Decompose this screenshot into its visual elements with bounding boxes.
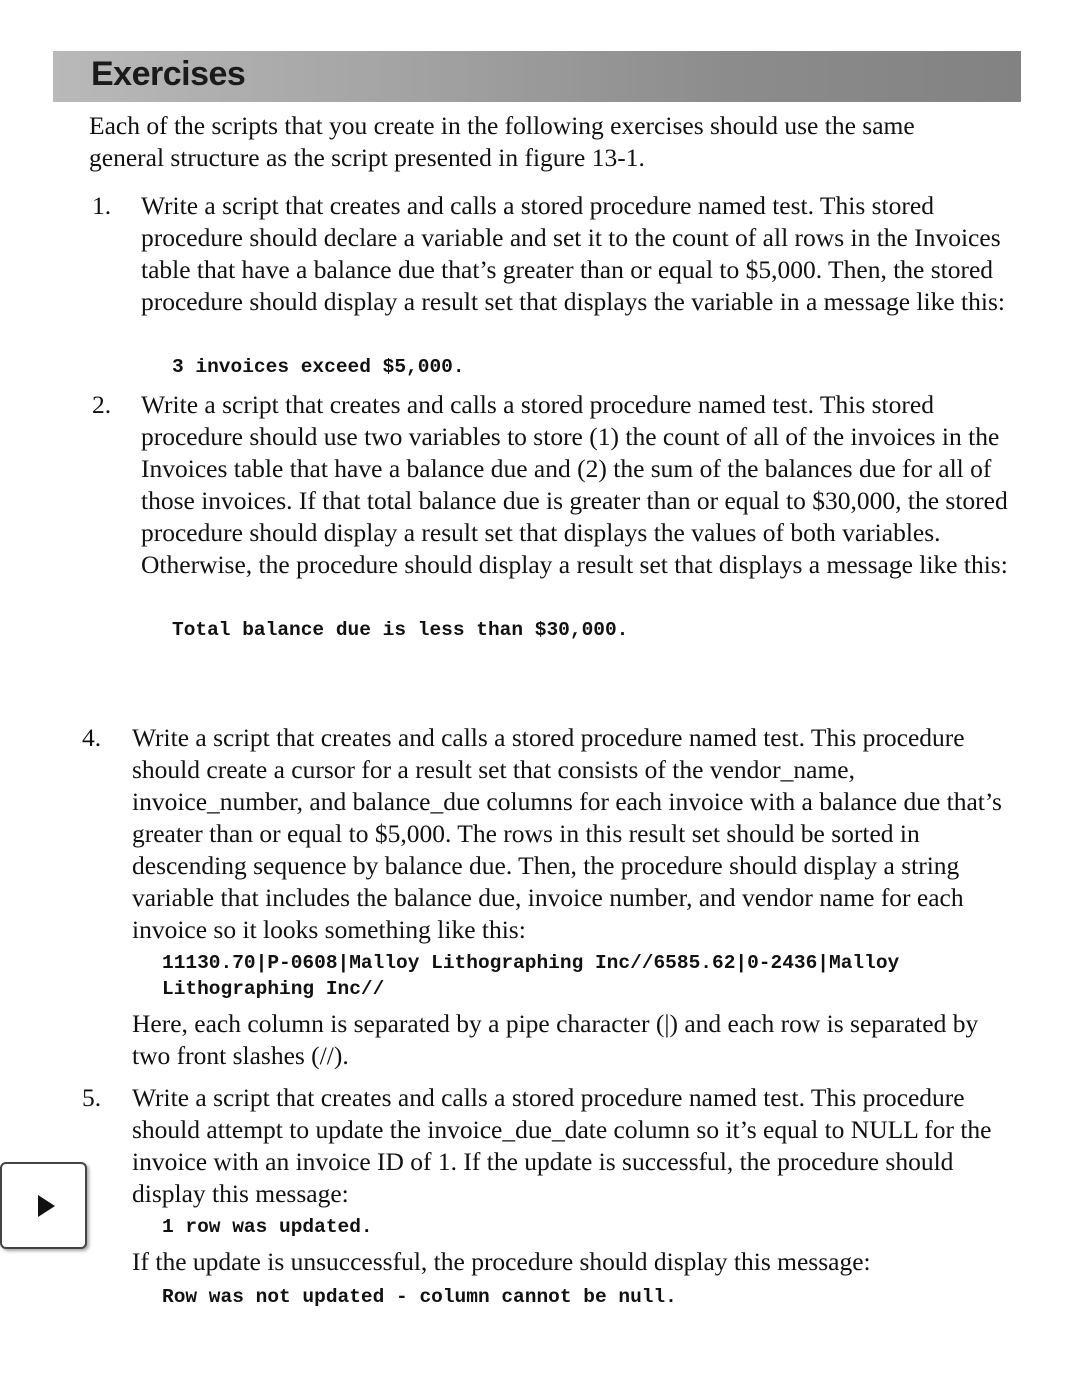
section-title: Exercises: [91, 55, 246, 93]
play-icon: [38, 1195, 55, 1217]
exercise-number: 2.: [92, 390, 112, 419]
play-button[interactable]: [0, 1162, 87, 1249]
code-sample: 3 invoices exceed $5,000.: [172, 356, 465, 378]
exercise-text: Write a script that creates and calls a stored procedure named test. This stored procedure should declare a variable and set it to the count of all rows in the Invoices table that have a balance due that’s greater than or equal to $5,000. Then, the stored procedure should display a result set that displays the variable in a message like this:: [141, 191, 1005, 316]
exercise-note: If the update is unsuccessful, the procedure should display this message:: [132, 1247, 871, 1276]
exercise-note: Here, each column is separated by a pipe character (|) and each row is separated by two front slashes (//).: [132, 1009, 979, 1070]
exercise-text: Write a script that creates and calls a stored procedure named test. This procedure should attempt to update the invoice_due_date column so it’s equal to NULL for the invoice with an invoice ID of 1. If the update is successful, the procedure should display this message:: [132, 1083, 992, 1208]
code-sample: 1 row was updated.: [162, 1216, 373, 1238]
exercise-number: 5.: [82, 1083, 102, 1112]
exercise-text: Write a script that creates and calls a stored procedure named test. This procedure should create a cursor for a result set that consists of the vendor_name, invoice_number, and balance_due columns for each invoice with a balance due that’s greater than or equal to $5,000. The rows in this result set should be sorted in descending sequence by balance due. Then, the procedure should display a string variable that includes the balance due, invoice number, and vendor name for each invoice so it looks something like this:: [132, 723, 1002, 944]
intro-paragraph: Each of the scripts that you create in the following exercises should use the same general structure as the script presented in figure 13-1.: [89, 111, 915, 172]
exercise-number: 1.: [92, 191, 112, 220]
code-sample: 11130.70|P-0608|Malloy Lithographing Inc//6585.62|0-2436|Malloy Lithographing Inc//: [162, 952, 900, 1000]
section-header-bar: [53, 51, 1021, 102]
exercise-text: Write a script that creates and calls a stored procedure named test. This stored procedure should use two variables to store (1) the count of all of the invoices in the Invoices table that have a balance due and (2) the sum of the balances due for all of those invoices. If that total balance due is greater than or equal to $30,000, the stored procedure should display a result set that displays the values of both variables. Otherwise, the procedure should display a result set that displays a message like this:: [141, 390, 1008, 579]
exercise-number: 4.: [82, 723, 102, 752]
code-sample: Total balance due is less than $30,000.: [172, 619, 629, 641]
code-sample-2: Row was not updated - column cannot be null.: [162, 1286, 677, 1308]
